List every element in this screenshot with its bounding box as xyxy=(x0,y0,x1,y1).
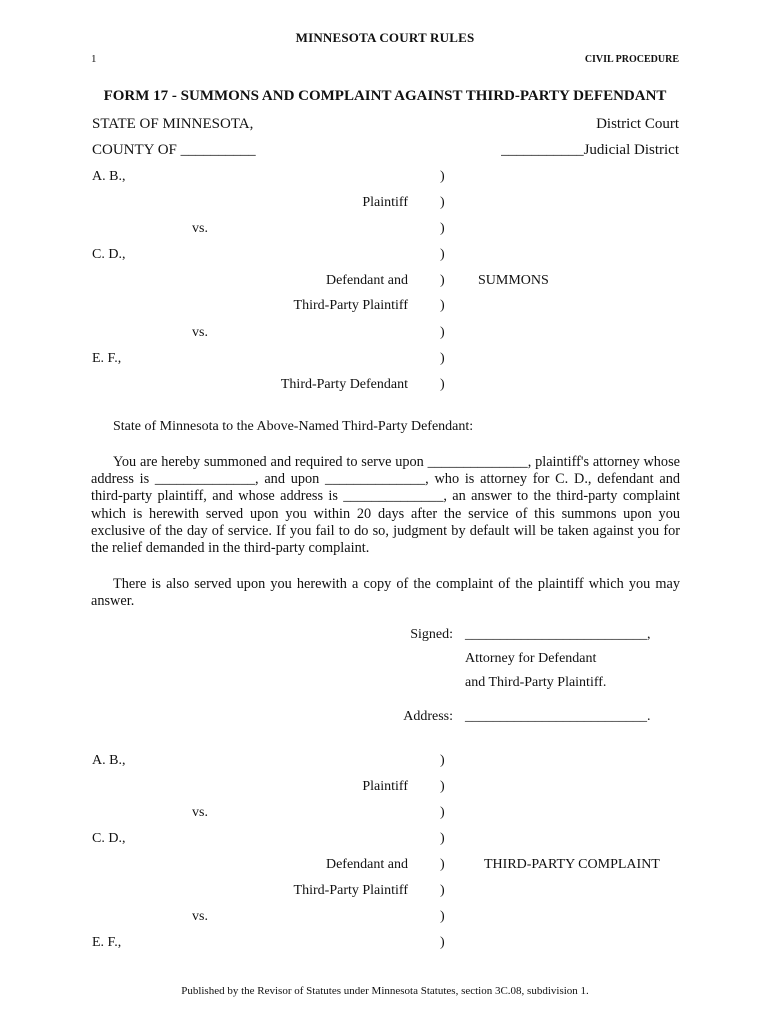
third-party-defendant-label: Third-Party Defendant xyxy=(280,377,408,392)
third-party-complaint-heading: THIRD-PARTY COMPLAINT xyxy=(484,857,660,872)
summons-paragraph-1-text: You are hereby summoned and required to serve upon ______________, plaintiff's attorney whose address is ______________, and upon ______________, who is attorney for C. D., defendant and third-party plaintiff, and whose address is ______________, an answer to the third-party complaint which is herewith served upon you within 20 days after the service of this summons upon you exclusive of the day of service. If you fail to do so, judgment by default will be taken against you for the relief demanded in the third-party complaint. xyxy=(91,454,680,557)
form-title: FORM 17 - SUMMONS AND COMPLAINT AGAINST THIRD-PARTY DEFENDANT xyxy=(103,88,667,104)
party-ef: E. F., xyxy=(92,351,122,366)
third-party-plaintiff-label: Third-Party Plaintiff xyxy=(293,298,408,313)
party-ab: A. B., xyxy=(92,753,126,768)
address-label: Address: xyxy=(403,709,453,724)
caption-bracket: ) xyxy=(440,805,445,820)
running-header-section: CIVIL PROCEDURE xyxy=(584,54,679,65)
venue-court: District Court xyxy=(596,116,679,132)
versus-label: vs. xyxy=(192,909,208,924)
address-line: __________________________. xyxy=(465,709,651,724)
caption-bracket: ) xyxy=(440,909,445,924)
caption-bracket: ) xyxy=(440,273,445,288)
caption-bracket: ) xyxy=(440,221,445,236)
signature-line: __________________________, xyxy=(465,627,651,642)
party-ef: E. F., xyxy=(92,935,122,950)
third-party-plaintiff-label: Third-Party Plaintiff xyxy=(293,883,408,898)
running-header-title: MINNESOTA COURT RULES xyxy=(295,30,475,45)
summons-paragraph-2-text: There is also served upon you herewith a copy of the complaint of the plaintiff which you may answer. xyxy=(91,576,680,610)
summons-addressee: State of Minnesota to the Above-Named Third-Party Defendant: xyxy=(113,419,474,434)
caption-bracket: ) xyxy=(440,857,445,872)
signed-label: Signed: xyxy=(410,627,453,642)
summons-heading: SUMMONS xyxy=(478,273,549,288)
venue-district: ___________Judicial District xyxy=(501,142,679,158)
caption-bracket: ) xyxy=(440,377,445,392)
caption-bracket: ) xyxy=(440,935,445,950)
summons-paragraph-2 xyxy=(91,576,680,610)
party-cd: C. D., xyxy=(92,247,126,262)
versus-label: vs. xyxy=(192,325,208,340)
venue-state: STATE OF MINNESOTA, xyxy=(92,116,254,132)
summons-paragraph-1 xyxy=(91,454,680,557)
defendant-and-label: Defendant and xyxy=(325,857,408,872)
caption-bracket: ) xyxy=(440,169,445,184)
caption-bracket: ) xyxy=(440,831,445,846)
plaintiff-label: Plaintiff xyxy=(362,195,408,210)
caption-bracket: ) xyxy=(440,298,445,313)
page-footer: Published by the Revisor of Statutes under Minnesota Statutes, section 3C.08, subdivision 1. xyxy=(181,985,589,997)
attorney-title-line-2: and Third-Party Plaintiff. xyxy=(465,675,607,690)
party-cd: C. D., xyxy=(92,831,126,846)
plaintiff-label: Plaintiff xyxy=(362,779,408,794)
caption-bracket: ) xyxy=(440,351,445,366)
page-number: 1 xyxy=(91,53,97,65)
caption-bracket: ) xyxy=(440,753,445,768)
caption-bracket: ) xyxy=(440,883,445,898)
venue-county: COUNTY OF __________ xyxy=(92,142,256,158)
caption-bracket: ) xyxy=(440,325,445,340)
caption-bracket: ) xyxy=(440,779,445,794)
caption-bracket: ) xyxy=(440,247,445,262)
attorney-title-line-1: Attorney for Defendant xyxy=(465,651,597,666)
caption-bracket: ) xyxy=(440,195,445,210)
versus-label: vs. xyxy=(192,805,208,820)
versus-label: vs. xyxy=(192,221,208,236)
party-ab: A. B., xyxy=(92,169,126,184)
defendant-and-label: Defendant and xyxy=(325,273,408,288)
